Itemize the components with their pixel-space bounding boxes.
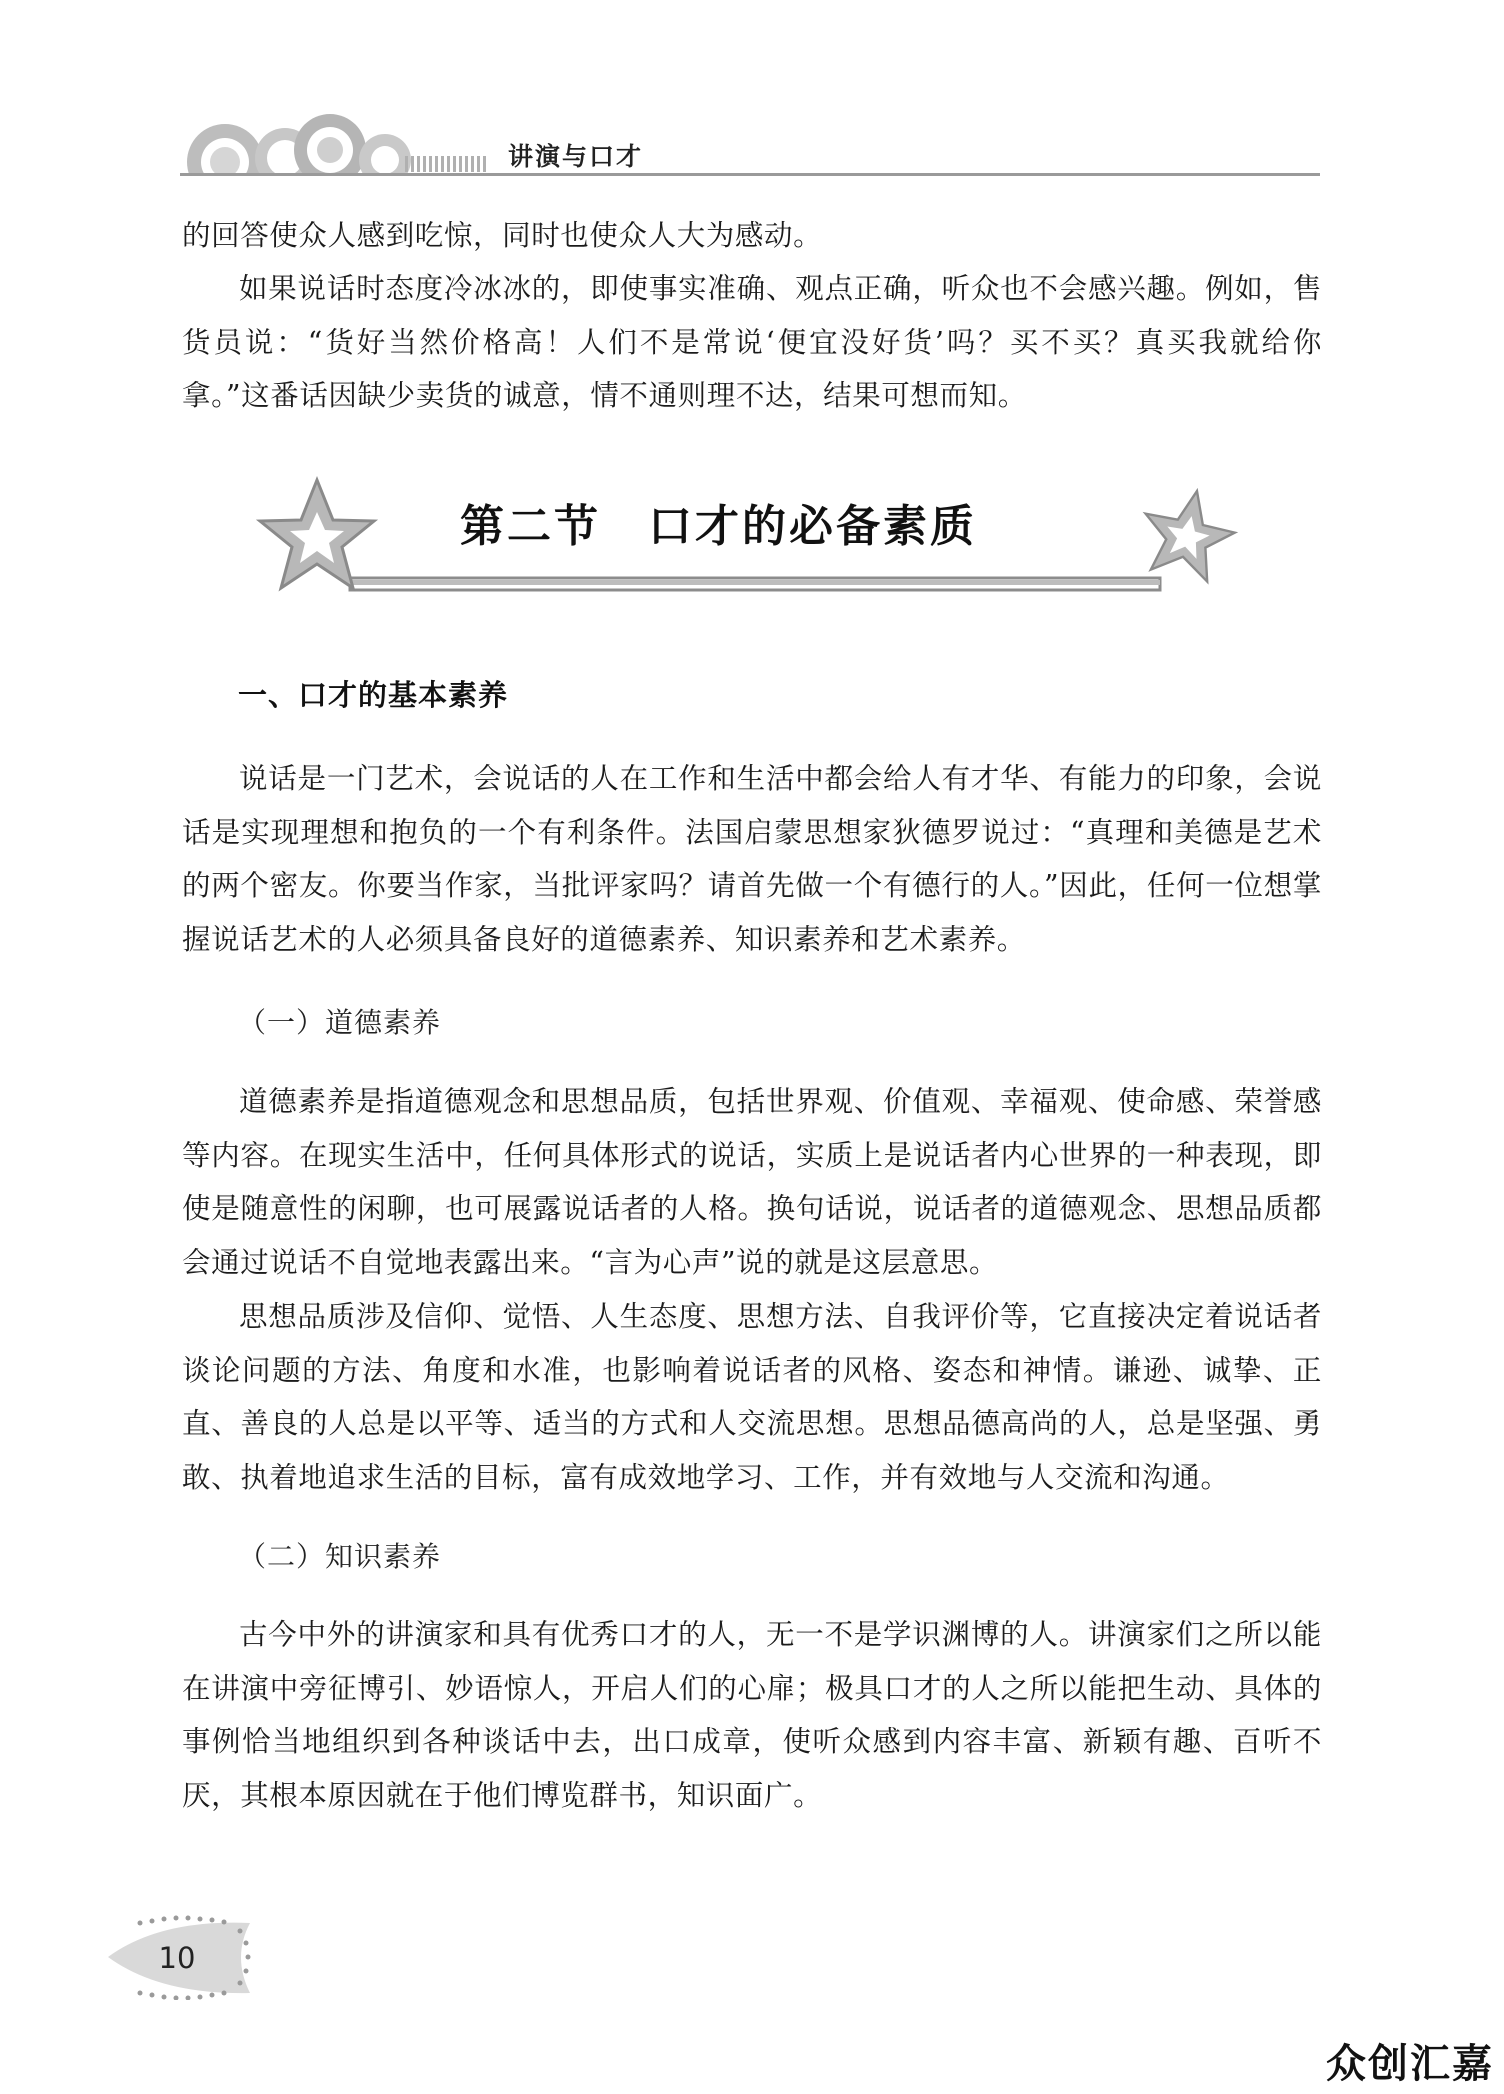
paragraph-salesman-example: 如果说话时态度冷冰冰的，即使事实准确、观点正确，听众也不会感兴趣。例如，售货员说：“货好当然价格高！人们不是常说‘便宜没好货’吗？买不买？真买我就给你拿。”这番话因缺少卖货的诚意，情不通则理不达，结果可想而知。 [182, 272, 1322, 412]
star-icon [1134, 482, 1241, 585]
paragraph-knowledge: 古今中外的讲演家和具有优秀口才的人，无一不是学识渊博的人。讲演家们之所以能在讲演中旁征博引、妙语惊人，开启人们的心扉；极具口才的人之所以能把生动、具体的事例恰当地组织到各种谈话中去，出口成章，使听众感到内容丰富、新颖有趣、百听不厌，其根本原因就在于他们博览群书，知识面广。 [182, 1618, 1322, 1812]
knowledge-heading: （二）知识素养 [238, 1540, 442, 1573]
paragraph-basic-literacy: 说话是一门艺术，会说话的人在工作和生活中都会给人有才华、有能力的印象，会说话是实现理想和抱负的一个有利条件。法国启蒙思想家狄德罗说过：“真理和美德是艺术的两个密友。你要当作家，当批评家吗？请首先做一个有德行的人。”因此，任何一位想掌握说话艺术的人必须具备良好的道德素养、知识素养和艺术素养。 [182, 762, 1322, 956]
paragraph-moral-1: 道德素养是指道德观念和思想品质，包括世界观、价值观、幸福观、使命感、荣誉感等内容。在现实生活中，任何具体形式的说话，实质上是说话者内心世界的一种表现，即使是随意性的闲聊，也可展露说话者的人格。换句话说，说话者的道德观念、思想品质都会通过说话不自觉地表露出来。“言为心声”说的就是这层意思。 [182, 1085, 1322, 1279]
paragraph-continued: 的回答使众人感到吃惊，同时也使众人大为感动。 [182, 219, 823, 252]
section-title: 第二节 口才的必备素质 [460, 501, 977, 552]
page-number: 10 [158, 1941, 196, 1975]
star-icon [260, 480, 374, 588]
moral-heading: （一）道德素养 [238, 1006, 442, 1039]
paragraph-moral-2: 思想品质涉及信仰、觉悟、人生态度、思想方法、自我评价等，它直接决定着说话者谈论问题的方法、角度和水准，也影响着说话者的风格、姿态和神情。谦逊、诚挚、正直、善良的人总是以平等、适当的方式和人交流思想。思想品德高尚的人，总是坚强、勇敢、执着地追求生活的目标，富有成效地学习、工作，并有效地与人交流和沟通。 [182, 1300, 1322, 1494]
running-header-title: 讲演与口才 [508, 142, 644, 171]
header-circles-decoration [180, 100, 500, 180]
subsection-heading: 一、口才的基本素养 [238, 678, 509, 712]
watermark-logo: 众创汇嘉 [1326, 2041, 1494, 2087]
header-rule [180, 173, 1320, 176]
